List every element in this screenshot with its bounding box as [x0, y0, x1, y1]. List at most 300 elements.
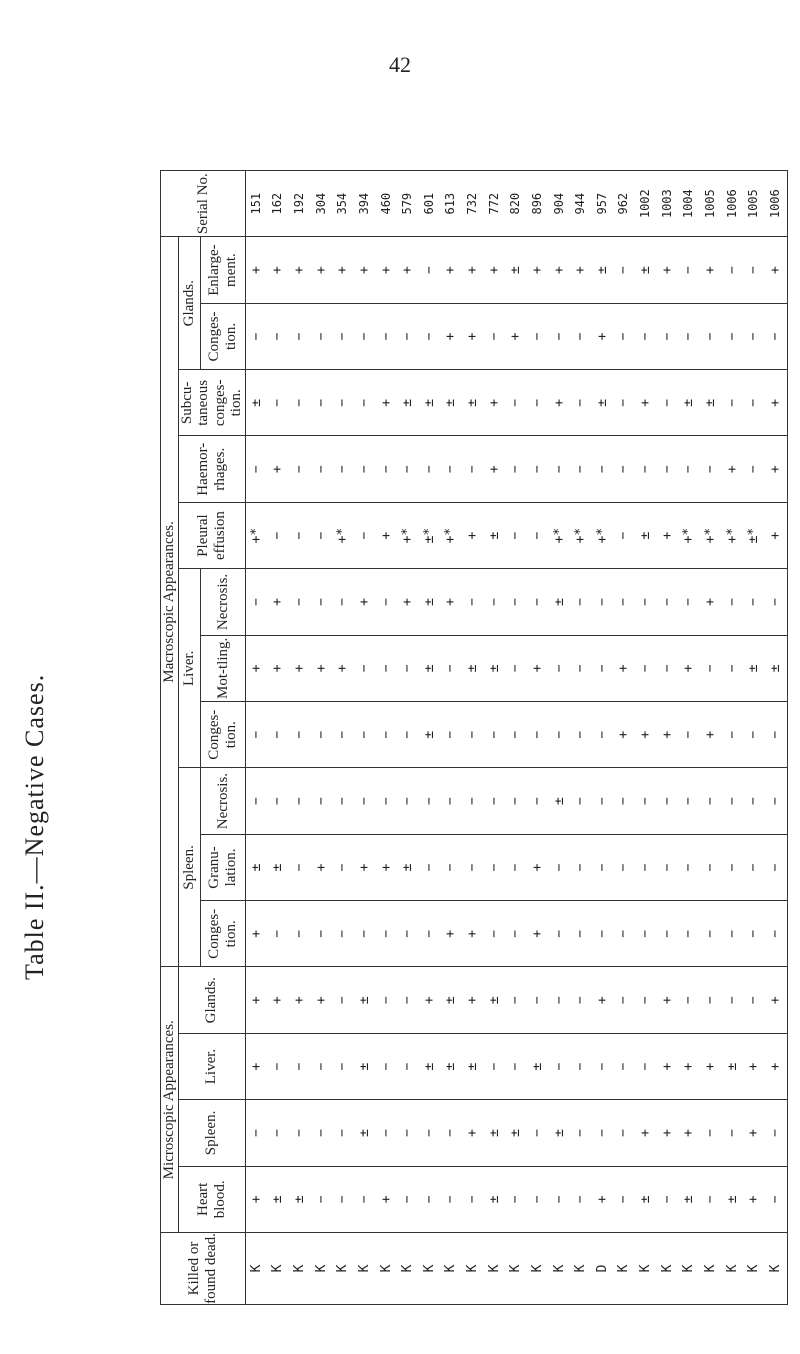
table-cell: −	[551, 929, 567, 938]
table-cell: −	[421, 929, 437, 938]
table-cell: −	[313, 1062, 329, 1071]
table-cell: −	[335, 1129, 351, 1137]
table-cell: +	[702, 266, 718, 274]
table-cell: −	[594, 797, 610, 805]
table-cell: −	[292, 797, 308, 805]
table-cell: +	[486, 465, 502, 474]
table-cell: −	[335, 332, 351, 341]
header-serial: Serial No.	[161, 171, 246, 237]
table-cell: +	[529, 863, 545, 872]
table-cell: −	[421, 465, 437, 474]
table-cell: −	[313, 1129, 329, 1137]
table-cell: −	[313, 332, 329, 341]
table-cell: K	[421, 1264, 437, 1273]
table-cell: K	[465, 1264, 481, 1273]
table-cell: 1003	[659, 189, 674, 219]
table-cell: −	[616, 996, 632, 1005]
table-cell: 613	[443, 192, 458, 215]
table-cell: 904	[551, 192, 566, 215]
table-cell: −	[529, 730, 545, 739]
table-cell: +	[508, 332, 524, 341]
table-cell: +	[356, 598, 372, 606]
table-cell: 1002	[638, 189, 653, 219]
table-cell: −	[724, 332, 740, 341]
group-liver: Liver.	[178, 569, 201, 768]
table-cell: −	[616, 863, 632, 872]
table-cell: K	[638, 1264, 654, 1273]
table-cell: +*	[702, 527, 718, 544]
table-cell: +	[702, 1062, 718, 1071]
table-cell: −	[356, 398, 372, 407]
table-cell: −	[746, 730, 762, 739]
table-cell: ±	[551, 797, 567, 805]
table-cell: −	[508, 730, 524, 739]
table-body-row	[245, 81, 787, 1305]
table-cell: K	[400, 1264, 416, 1273]
table-cell: +	[767, 1062, 783, 1071]
table-cell: K	[378, 1264, 394, 1273]
table-cell: −	[335, 863, 351, 872]
negative-cases-table	[160, 80, 788, 1305]
header-micro-spleen: Spleen.	[178, 1100, 245, 1166]
table-cell: −	[356, 1195, 372, 1204]
table-cell: −	[292, 1062, 308, 1071]
table-cell: +	[378, 1195, 394, 1204]
table-cell: −	[248, 465, 264, 474]
table-cell: −	[313, 598, 329, 606]
table-cell: +	[659, 1062, 675, 1071]
table-cell: +	[724, 465, 740, 474]
table-cell: −	[724, 929, 740, 938]
table-cell: −	[421, 1129, 437, 1137]
table-cell: −	[573, 664, 589, 673]
table-cell: −	[465, 863, 481, 872]
table-cell: −	[270, 1129, 286, 1137]
table-cell: +	[465, 1129, 481, 1137]
table-cell: +	[465, 929, 481, 938]
table-cell: +	[292, 996, 308, 1005]
table-cell: −	[465, 465, 481, 474]
table-cell: −	[335, 1195, 351, 1204]
table-cell: −	[508, 598, 524, 606]
table-cell: −	[724, 598, 740, 606]
table-cell: K	[681, 1264, 697, 1273]
table-cell: −	[638, 797, 654, 805]
table-cell: −	[270, 929, 286, 938]
table-cell: K	[356, 1264, 372, 1273]
table-cell: −	[638, 929, 654, 938]
table-cell: −	[746, 598, 762, 606]
header-micro-heart: Heart blood.	[178, 1166, 245, 1232]
table-cell: −	[746, 797, 762, 805]
table-cell: −	[378, 598, 394, 606]
table-cell: ±	[356, 996, 372, 1005]
table-cell: +	[335, 664, 351, 673]
table-cell: ±	[486, 1129, 502, 1137]
table-cell: −	[443, 664, 459, 673]
table-cell: K	[573, 1264, 589, 1273]
table-cell: −	[702, 465, 718, 474]
table-cell: ±	[767, 664, 783, 673]
table-cell: +*	[551, 527, 567, 544]
table-cell: ±	[421, 1062, 437, 1071]
table-cell: −	[702, 1129, 718, 1137]
table-cell: ±	[486, 996, 502, 1005]
table-cell: −	[724, 797, 740, 805]
table-cell: −	[486, 1062, 502, 1071]
table-cell: ±	[443, 398, 459, 407]
table-cell: −	[292, 598, 308, 606]
table-cell: +*	[681, 527, 697, 544]
table-cell: −	[681, 266, 697, 274]
table-cell: −	[400, 465, 416, 474]
table-cell: −	[594, 1062, 610, 1071]
table-cell: −	[638, 863, 654, 872]
table-cell: −	[400, 664, 416, 673]
table-cell: −	[378, 797, 394, 805]
table-cell: −	[335, 730, 351, 739]
table-cell: −	[573, 1129, 589, 1137]
table-cell: +	[270, 598, 286, 606]
table-cell: −	[659, 398, 675, 407]
table-cell: 957	[594, 192, 609, 215]
table-cell: −	[638, 996, 654, 1005]
table-cell: +	[248, 1062, 264, 1071]
table-cell: +	[529, 664, 545, 673]
group-glands: Glands.	[178, 237, 201, 370]
header-pleural: Pleural effusion	[178, 502, 245, 568]
table-cell: −	[421, 332, 437, 341]
header-liver-mottling: Mot-tling.	[201, 635, 245, 701]
table-cell: +	[313, 664, 329, 673]
header-haemorrhages: Haemor-rhages.	[178, 436, 245, 502]
table-cell: +	[313, 996, 329, 1005]
table-cell: −	[573, 929, 589, 938]
table-cell: −	[659, 598, 675, 606]
table-cell: K	[659, 1264, 675, 1273]
table-cell: +	[681, 1129, 697, 1137]
table-cell: −	[335, 398, 351, 407]
table-cell: −	[292, 332, 308, 341]
table-cell: −	[767, 332, 783, 341]
table-cell: −	[400, 1062, 416, 1071]
table-cell: −	[313, 929, 329, 938]
table-cell: −	[508, 929, 524, 938]
table-cell: −	[270, 531, 286, 540]
table-cell: −	[702, 996, 718, 1005]
table-cell: −	[400, 929, 416, 938]
table-cell: −	[529, 797, 545, 805]
table-cell: −	[529, 996, 545, 1005]
table-cell: −	[378, 996, 394, 1005]
table-cell: −	[724, 730, 740, 739]
table-cell: ±	[270, 1195, 286, 1204]
table-cell: +	[270, 996, 286, 1005]
table-cell: −	[659, 863, 675, 872]
table-cell: +*	[400, 527, 416, 544]
table-cell: K	[767, 1264, 783, 1273]
column-spleen-necrosis	[245, 768, 787, 834]
table-cell: −	[443, 1195, 459, 1204]
table-cell: −	[421, 266, 437, 274]
table-cell: −	[356, 664, 372, 673]
table-cell: +	[486, 398, 502, 407]
table-cell: 192	[292, 192, 307, 215]
table-cell: −	[378, 332, 394, 341]
table-cell: −	[529, 598, 545, 606]
table-cell: ±	[465, 1062, 481, 1071]
table-cell: −	[681, 929, 697, 938]
table-cell: −	[292, 465, 308, 474]
table-cell: −	[508, 664, 524, 673]
header-spleen-congestion: Conges-tion.	[201, 901, 245, 967]
table-cell: −	[767, 863, 783, 872]
table-cell: 162	[270, 192, 285, 215]
table-cell: +	[356, 863, 372, 872]
table-cell: −	[594, 730, 610, 739]
table-cell: −	[529, 398, 545, 407]
table-cell: −	[573, 797, 589, 805]
table-cell: +	[746, 1195, 762, 1204]
table-cell: −	[486, 929, 502, 938]
table-cell: −	[378, 730, 394, 739]
table-cell: −	[573, 332, 589, 341]
table-cell: +	[248, 1195, 264, 1204]
table-cell: −	[529, 1129, 545, 1137]
table-cell: +	[616, 730, 632, 739]
table-cell: 394	[356, 192, 371, 215]
table-cell: −	[573, 465, 589, 474]
column-haemorrhages	[245, 436, 787, 502]
table-cell: −	[594, 863, 610, 872]
table-cell: −	[616, 1062, 632, 1071]
table-cell: 1006	[724, 189, 739, 219]
table-cell: K	[529, 1264, 545, 1273]
table-cell: 772	[486, 192, 501, 215]
table-cell: −	[746, 398, 762, 407]
table-cell: +	[378, 398, 394, 407]
table-cell: −	[465, 797, 481, 805]
table-cell: +	[529, 929, 545, 938]
table-cell: −	[508, 465, 524, 474]
table-cell: −	[551, 664, 567, 673]
table-cell: K	[724, 1264, 740, 1273]
table-cell: +	[270, 664, 286, 673]
table-cell: K	[508, 1264, 524, 1273]
table-cell: −	[767, 797, 783, 805]
table-cell: −	[508, 797, 524, 805]
table-cell: −	[248, 797, 264, 805]
table-cell: −	[767, 730, 783, 739]
table-cell: +	[529, 266, 545, 274]
table-cell: −	[465, 730, 481, 739]
table-cell: −	[313, 465, 329, 474]
table-cell: −	[486, 797, 502, 805]
table-cell: −	[443, 465, 459, 474]
table-cell: +	[681, 1062, 697, 1071]
table-cell: K	[313, 1264, 329, 1273]
table-cell: −	[248, 598, 264, 606]
column-glands-congestion	[245, 303, 787, 369]
table-cell: 151	[248, 192, 263, 215]
table-cell: −	[356, 531, 372, 540]
table-cell: −	[292, 1129, 308, 1137]
table-cell: −	[421, 863, 437, 872]
table-cell: −	[681, 996, 697, 1005]
table-cell: ±	[594, 266, 610, 274]
table-cell: K	[746, 1264, 762, 1273]
table-cell: −	[767, 1195, 783, 1204]
table-cell: ±	[465, 664, 481, 673]
table-cell: ±	[292, 1195, 308, 1204]
table-cell: −	[616, 398, 632, 407]
table-cell: −	[681, 730, 697, 739]
header-spleen-necrosis: Necrosis.	[201, 768, 245, 834]
table-cell: −	[638, 598, 654, 606]
table-cell: +	[378, 863, 394, 872]
table-cell: ±	[486, 1195, 502, 1204]
table-cell: −	[443, 797, 459, 805]
header-micro-liver: Liver.	[178, 1033, 245, 1099]
table-cell: −	[551, 1062, 567, 1071]
table-cell: −	[378, 664, 394, 673]
table-cell: −	[638, 664, 654, 673]
table-cell: −	[573, 730, 589, 739]
table-cell: D	[594, 1264, 610, 1273]
column-subcutaneous	[245, 370, 787, 436]
header-glands-enlargement: Enlarge-ment.	[201, 237, 245, 303]
table-cell: 1005	[702, 189, 717, 219]
table-cell: +*	[335, 527, 351, 544]
table-cell: K	[270, 1264, 286, 1273]
table-cell: −	[594, 465, 610, 474]
table-cell: +	[659, 996, 675, 1005]
table-cell: 1004	[681, 189, 696, 219]
table-cell: −	[335, 1062, 351, 1071]
table-cell: ±*	[421, 527, 437, 544]
table-cell: ±	[529, 1062, 545, 1071]
table-cell: −	[724, 664, 740, 673]
header-liver-congestion: Conges-tion.	[201, 702, 245, 768]
table-cell: −	[746, 863, 762, 872]
table-cell: −	[335, 996, 351, 1005]
table-cell: ±*	[746, 527, 762, 544]
table-cell: −	[573, 996, 589, 1005]
table-cell: ±	[681, 1195, 697, 1204]
table-cell: −	[551, 863, 567, 872]
table-cell: +	[248, 929, 264, 938]
table-cell: +	[659, 531, 675, 540]
table-cell: 732	[465, 192, 480, 215]
table-cell: +	[465, 332, 481, 341]
table-cell: −	[746, 996, 762, 1005]
table-cell: −	[573, 1195, 589, 1204]
table-cell: −	[573, 398, 589, 407]
table-cell: −	[313, 531, 329, 540]
table-cell: ±	[465, 398, 481, 407]
table-cell: +	[594, 996, 610, 1005]
table-cell: −	[594, 1129, 610, 1137]
table-cell: K	[616, 1264, 632, 1273]
table-cell: −	[616, 266, 632, 274]
table-cell: +	[659, 266, 675, 274]
table-cell: ±	[248, 863, 264, 872]
table-cell: −	[702, 797, 718, 805]
table-cell: −	[659, 929, 675, 938]
table-cell: K	[335, 1264, 351, 1273]
table-cell: −	[616, 598, 632, 606]
table-cell: −	[724, 398, 740, 407]
table-cell: −	[638, 1062, 654, 1071]
table-cell: −	[292, 863, 308, 872]
table-cell: −	[292, 929, 308, 938]
table-cell: −	[270, 730, 286, 739]
table-cell: −	[378, 1062, 394, 1071]
table-cell: 601	[421, 192, 436, 215]
table-cell: +	[335, 266, 351, 274]
table-cell: ±	[248, 398, 264, 407]
table-cell: −	[724, 266, 740, 274]
table-cell: +	[421, 996, 437, 1005]
table-cell: −	[659, 465, 675, 474]
table-cell: −	[378, 465, 394, 474]
table-cell: −	[659, 332, 675, 341]
table-cell: −	[248, 332, 264, 341]
table-cell: +	[616, 664, 632, 673]
table-cell: +	[638, 1129, 654, 1137]
table-cell: −	[421, 1195, 437, 1204]
table-cell: +	[313, 863, 329, 872]
table-cell: +	[659, 730, 675, 739]
table-cell: −	[313, 398, 329, 407]
table-cell: K	[292, 1264, 308, 1273]
table-cell: −	[378, 1129, 394, 1137]
table-cell: +*	[724, 527, 740, 544]
table-cell: ±	[443, 996, 459, 1005]
table-cell: −	[508, 996, 524, 1005]
table-cell: +	[248, 266, 264, 274]
table-cell: ±	[356, 1062, 372, 1071]
table-cell: +	[638, 730, 654, 739]
table-cell: ±	[508, 1129, 524, 1137]
table-cell: −	[529, 531, 545, 540]
table-cell: +	[746, 1129, 762, 1137]
table-cell: −	[313, 797, 329, 805]
table-cell: K	[486, 1264, 502, 1273]
column-liver-necrosis	[245, 569, 787, 635]
table-cell: −	[313, 730, 329, 739]
table-cell: 944	[573, 192, 588, 215]
table-cell: −	[335, 797, 351, 805]
table-cell: +	[313, 266, 329, 274]
table-cell: −	[616, 929, 632, 938]
table-cell: −	[335, 465, 351, 474]
table-cell: −	[573, 1062, 589, 1071]
table-cell: ±	[638, 266, 654, 274]
column-micro-heart	[245, 1166, 787, 1232]
table-cell: +	[594, 332, 610, 341]
table-cell: +	[270, 266, 286, 274]
table-cell: −	[356, 465, 372, 474]
column-pleural	[245, 502, 787, 568]
table-cell: −	[702, 929, 718, 938]
table-cell: ±	[638, 531, 654, 540]
table-cell: −	[335, 929, 351, 938]
table-cell: +	[746, 1062, 762, 1071]
table-cell: +	[378, 266, 394, 274]
table-cell: +	[465, 531, 481, 540]
table-cell: +	[465, 266, 481, 274]
